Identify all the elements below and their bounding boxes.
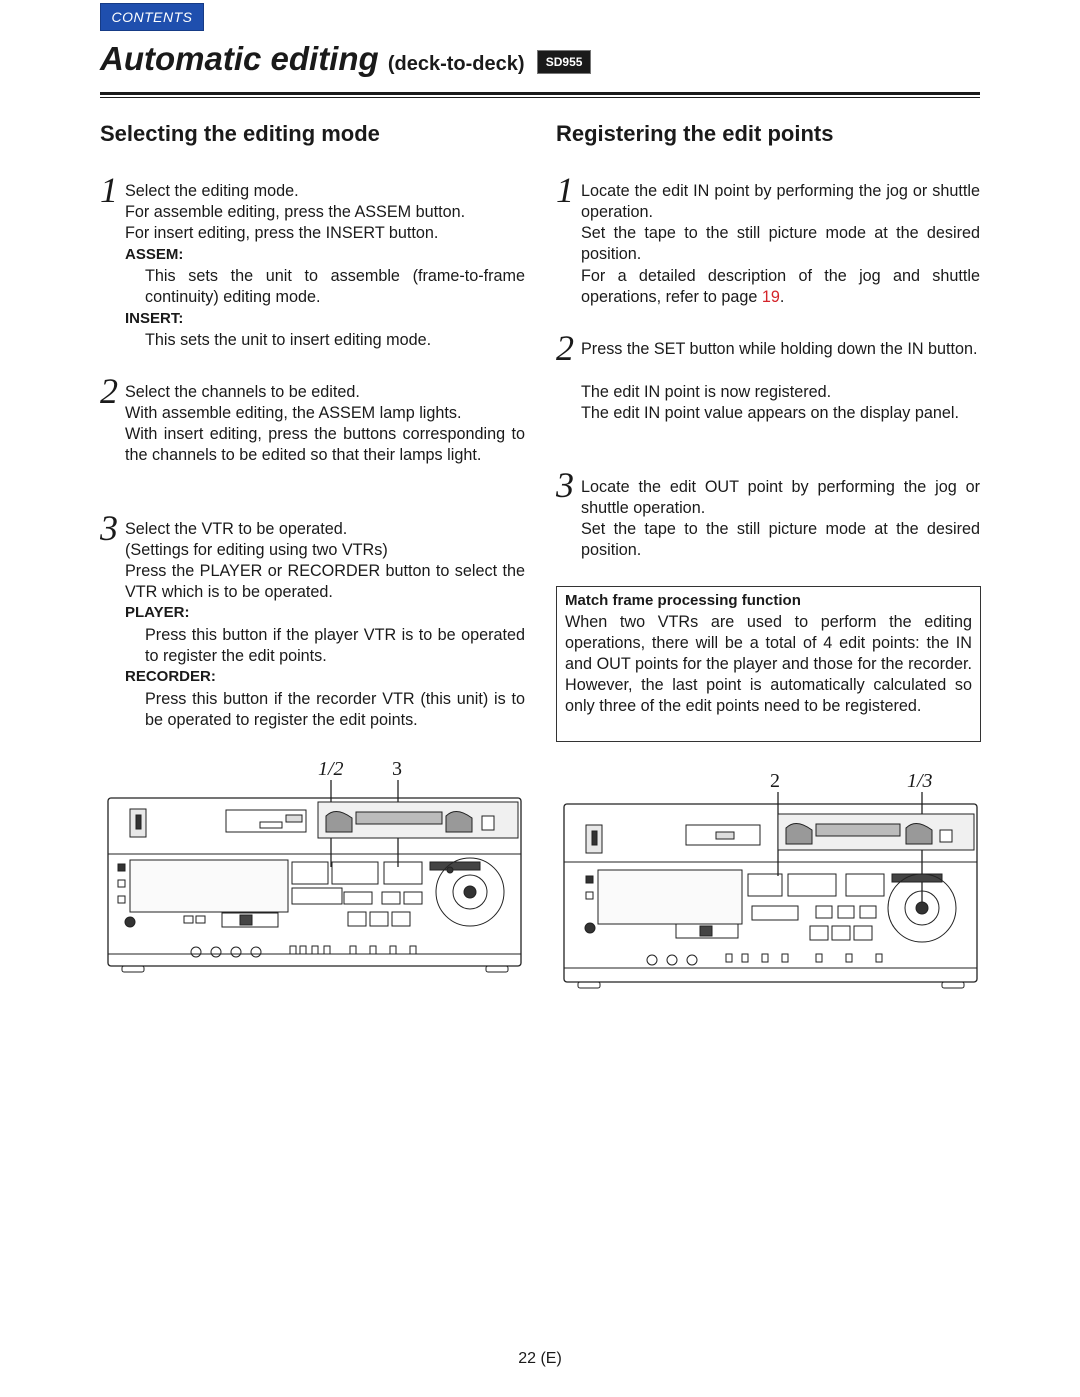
right-step2-text1: Press the SET button while holding down the IN button.	[581, 340, 978, 358]
assem-text: This sets the unit to assemble (frame-to-frame continuity) editing mode.	[145, 267, 525, 306]
match-box-title: Match frame processing function	[565, 592, 801, 609]
player-label: PLAYER:	[125, 604, 190, 621]
right-step1-text3-post: .	[779, 288, 785, 306]
callout-label: 1/2	[318, 758, 344, 780]
left-step2-line: Select the channels to be edited.	[125, 383, 360, 401]
match-box-body: When two VTRs are used to perform the editing operations, there will be a total of 4 edit points: the IN and OUT points for the player and those for the recorder. However, the last point is automatically calculated so only three of the edit points need to be registered.	[565, 613, 972, 715]
right-step3-text1: Locate the edit OUT point by performing the jog or shuttle operation.	[581, 478, 980, 517]
recorder-text: Press this button if the recorder VTR (this unit) is to be operated to register the edit points.	[145, 690, 525, 729]
left-step2-number: 2	[100, 371, 118, 411]
right-heading: Registering the edit points	[556, 121, 834, 146]
left-step1-text	[125, 181, 525, 244]
contents-button[interactable]: CONTENTS	[100, 3, 204, 31]
insert-label: INSERT:	[125, 310, 184, 327]
right-step1-text3-pre: For a detailed description of the jog and shuttle operations, refer to page	[581, 267, 980, 306]
left-step1-line: For insert editing, press the INSERT button.	[125, 224, 439, 242]
page-number: 22 (E)	[518, 1350, 562, 1367]
title-main: Automatic editing	[100, 40, 379, 77]
right-step1-text2: Set the tape to the still picture mode at the desired position.	[581, 224, 980, 263]
title-sub: (deck-to-deck)	[387, 53, 525, 75]
right-step3-text2: Set the tape to the still picture mode at the desired position.	[581, 520, 980, 559]
callout-label: 3	[392, 758, 402, 780]
left-heading: Selecting the editing mode	[100, 121, 380, 146]
header-rule	[100, 92, 980, 95]
right-step1-number: 1	[556, 170, 574, 210]
left-step1-number: 1	[100, 170, 118, 210]
left-step3-number: 3	[100, 508, 118, 548]
match-frame-box	[556, 586, 981, 742]
left-step3-line: Press the PLAYER or RECORDER button to select the VTR which is to be operated.	[125, 562, 525, 601]
right-step2-text2: The edit IN point is now registered.	[581, 383, 832, 401]
right-step3-number: 3	[556, 465, 574, 505]
left-step3-line: (Settings for editing using two VTRs)	[125, 541, 388, 559]
recorder-label: RECORDER:	[125, 668, 216, 685]
vtr-deck-right	[556, 792, 986, 992]
left-step2-line: With insert editing, press the buttons corresponding to the channels to be edited so that their lamps light.	[125, 425, 525, 464]
header-rule-thin	[100, 97, 980, 98]
left-step1-line: Select the editing mode.	[125, 182, 299, 200]
right-step2-text3: The edit IN point value appears on the display panel.	[581, 404, 959, 422]
vtr-deck-left	[100, 780, 530, 975]
left-step1-line: For assemble editing, press the ASSEM button.	[125, 203, 466, 221]
left-step3-line: Select the VTR to be operated.	[125, 520, 348, 538]
right-step2-number: 2	[556, 328, 574, 368]
page-title	[100, 40, 590, 78]
left-step2-line: With assemble editing, the ASSEM lamp lights.	[125, 404, 462, 422]
callout-label: 2	[770, 770, 780, 792]
right-step1-text3	[581, 266, 980, 308]
callout-label: 1/3	[907, 770, 933, 792]
model-badge: SD955	[538, 51, 591, 73]
right-step1-text1: Locate the edit IN point by performing the jog or shuttle operation.	[581, 182, 980, 221]
assem-label: ASSEM:	[125, 246, 184, 263]
page-link[interactable]: 19	[761, 288, 780, 306]
player-text: Press this button if the player VTR is to be operated to register the edit points.	[145, 626, 525, 665]
insert-text: This sets the unit to insert editing mode.	[145, 331, 432, 349]
